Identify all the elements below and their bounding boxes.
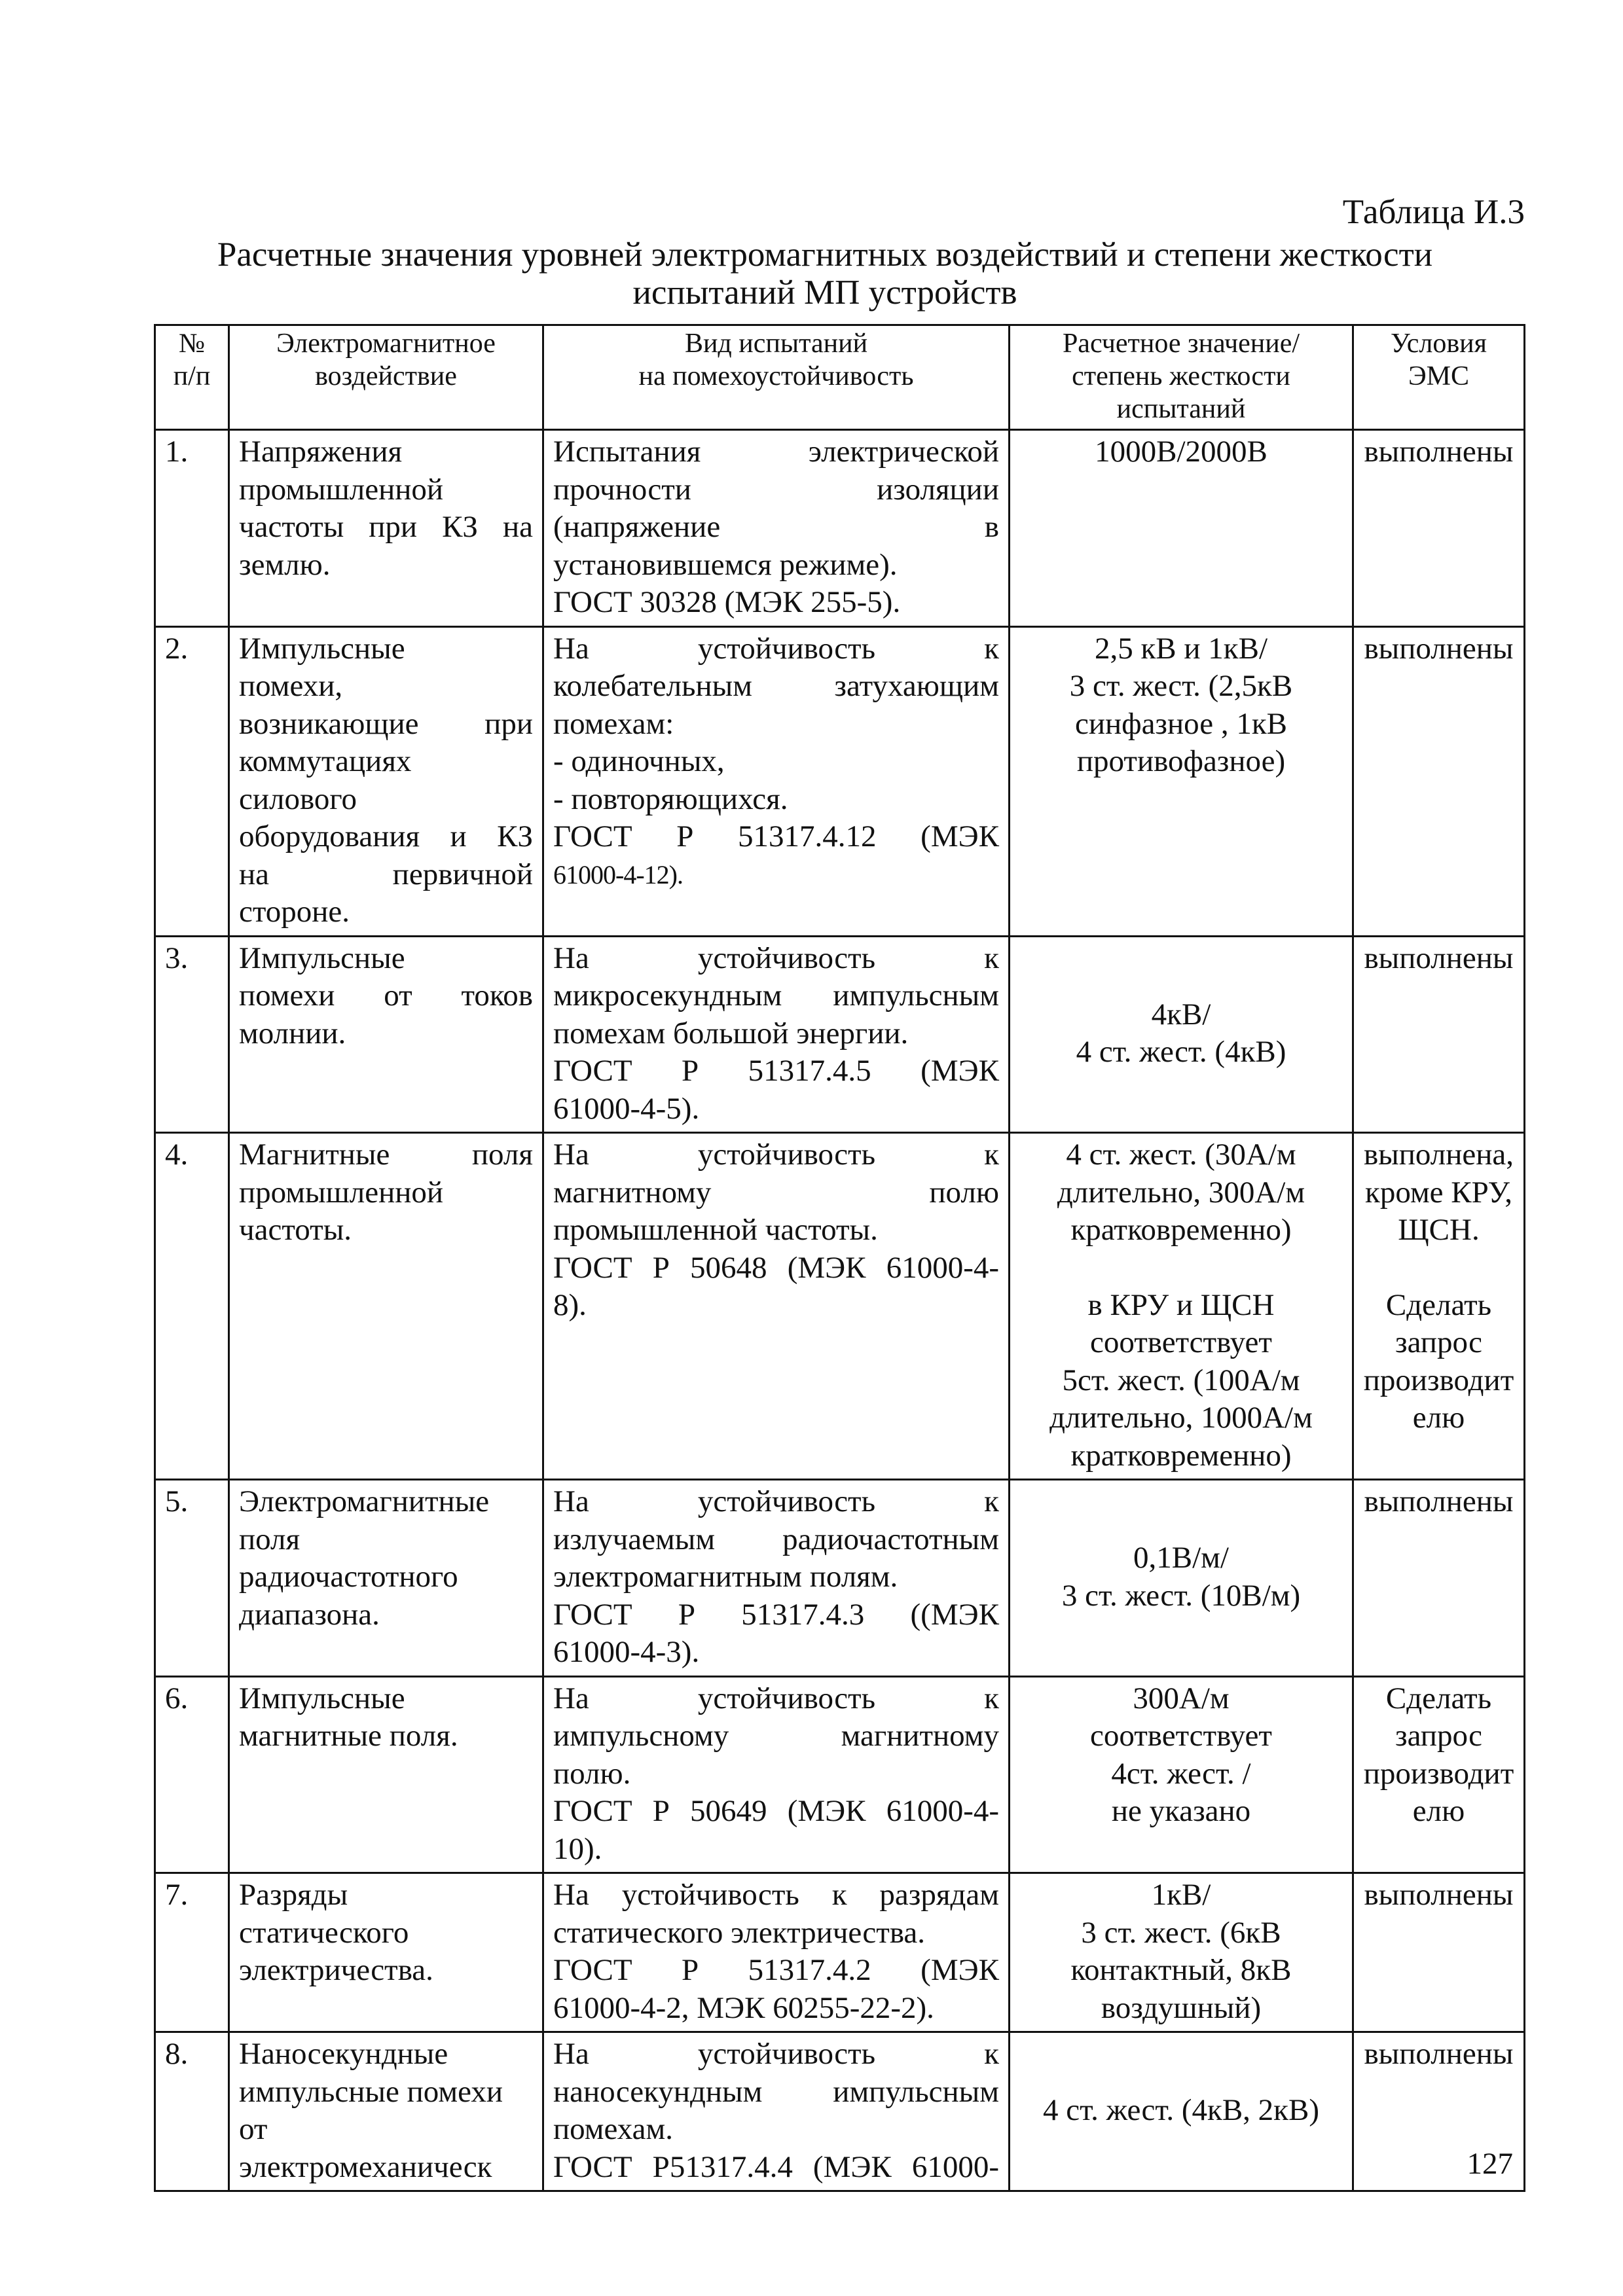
effect-cell [229,430,543,627]
effect-line: коммутациях [239,744,412,778]
test-line: помехам большой энергии. [553,1016,909,1050]
effect-cell [229,1133,543,1480]
test-line: (напряжение в [553,510,999,544]
effect-line: радиочастотного [239,1560,458,1594]
conditions-cell [1353,1676,1525,1873]
conditions-line: елю [1412,1401,1465,1435]
conditions-line: ЩСН. [1398,1213,1480,1247]
value-cell [1010,1873,1353,2032]
test-line: ГОСТ Р51317.4.4 (МЭК 61000- [553,2149,999,2184]
row-number-cell: 8. [155,2032,229,2191]
test-line: ГОСТ Р 51317.4.12 (МЭК [553,819,999,853]
header-num: № п/п [155,325,229,430]
test-line: магнитному полю [553,1175,999,1210]
value-line: кратковременно) [1070,1213,1292,1247]
test-cell [543,1480,1010,1677]
row-number-cell: 4. [155,1133,229,1480]
effect-cell [229,1873,543,2032]
conditions-cell [1353,1133,1525,1480]
conditions-line: запрос [1395,1719,1482,1753]
value-line: 1000В/2000В [1095,435,1267,469]
value-line: 2,5 кВ и 1кВ/ [1094,631,1268,666]
test-line: 10). [553,1831,602,1866]
test-line: наносекундным импульсным [553,2074,999,2109]
value-line: 4кВ/ [1151,997,1211,1031]
test-cell [543,1133,1010,1480]
effect-line: Наносекундные [239,2037,448,2071]
test-line: колебательным затухающим [553,669,999,703]
test-line: 61000-4-2, МЭК 60255-22-2). [553,1990,934,2025]
test-line: установившемся режиме). [553,547,898,582]
table-header-row [155,325,1525,430]
test-line: На устойчивость к [553,1484,999,1518]
header-value: Расчетное значение/ степень жесткости испытаний [1010,325,1353,430]
effect-line: силового [239,781,357,816]
value-line: 3 ст. жест. (10В/м) [1061,1578,1301,1613]
effect-cell [229,1480,543,1677]
effect-line: Импульсные [239,1681,405,1715]
effect-line: промышленной [239,1175,444,1210]
effect-line: промышленной [239,472,444,507]
effect-cell [229,1676,543,1873]
effect-line: Напряжения [239,435,403,469]
conditions-line: выполнена, [1363,1138,1514,1172]
conditions-line: производит [1363,1756,1514,1791]
caption-line: Расчетные значения уровней электромагнитных воздействий и степени жесткости [217,236,1433,274]
effect-line: на первичной [239,857,533,891]
test-line: 8). [553,1288,587,1322]
table-row [155,1480,1525,1677]
table-row [155,936,1525,1133]
test-cell [543,1676,1010,1873]
caption-line: испытаний МП устройств [632,274,1017,312]
test-line: На устойчивость к [553,1138,999,1172]
table-row [155,430,1525,627]
effect-cell [229,2032,543,2191]
value-line: 300А/м [1133,1681,1230,1715]
effect-line: молнии. [239,1016,346,1050]
effect-line: поля [239,1522,301,1556]
test-cell [543,1873,1010,2032]
value-line: 3 ст. жест. (6кВ [1081,1915,1281,1950]
effect-line: электричества. [239,1953,433,1987]
effect-line: импульсные помехи [239,2074,503,2109]
value-cell [1010,2032,1353,2191]
value-line: соответствует [1090,1325,1272,1359]
value-line: в КРУ и ЩСН [1087,1287,1275,1322]
value-line: 4 ст. жест. (30А/м [1066,1138,1296,1172]
conditions-line: выполнены [1364,1484,1514,1518]
conditions-line: выполнены [1364,1878,1514,1912]
effect-line: электромеханическ [239,2149,492,2184]
test-line: полю. [553,1756,631,1791]
value-line: соответствует [1090,1719,1272,1753]
effect-line: помехи от токов [239,978,533,1013]
test-line: помехам. [553,2112,673,2146]
conditions-cell [1353,1873,1525,2032]
conditions-line: запрос [1395,1325,1482,1359]
row-number-cell: 2. [155,626,229,936]
effect-cell [229,936,543,1133]
value-line: длительно, 1000А/м [1049,1401,1313,1435]
value-line: 4 ст. жест. (4кВ, 2кВ) [1042,2093,1320,2128]
test-line: прочности изоляции [553,472,999,507]
value-cell [1010,430,1353,627]
effect-line: от [239,2112,268,2146]
test-line: импульсному магнитному [553,1719,999,1753]
row-number-cell: 7. [155,1873,229,2032]
effect-line: помехи, [239,669,343,703]
row-number-cell: 1. [155,430,229,627]
header-test: Вид испытаний на помехоустойчивость [543,325,1010,430]
value-cell [1010,1676,1353,1873]
conditions-line: выполнены [1364,631,1514,666]
test-line: 61000-4-5). [553,1091,700,1126]
test-line: электромагнитным полям. [553,1560,898,1594]
test-line: ГОСТ Р 51317.4.5 (МЭК [553,1054,999,1088]
conditions-line: выполнены [1364,435,1514,469]
table-caption [131,236,1519,312]
test-line: излучаемым радиочастотным [553,1522,999,1556]
value-line: не указано [1111,1794,1251,1828]
conditions-cell [1353,430,1525,627]
value-line: 4 ст. жест. (4кВ) [1076,1035,1286,1069]
row-number-cell: 5. [155,1480,229,1677]
test-line: На устойчивость к [553,1681,999,1715]
conditions-line [1363,1249,1514,1287]
table-row [155,626,1525,936]
effect-line: оборудования и КЗ [239,819,533,853]
effect-line: стороне. [239,895,350,929]
effect-line: частоты. [239,1213,352,1247]
value-cell [1010,936,1353,1133]
test-line: - одиночных, [553,744,725,778]
test-cell [543,2032,1010,2191]
test-line: - повторяющихся. [553,781,788,816]
conditions-cell [1353,936,1525,1133]
table-row [155,1873,1525,2032]
test-line: На устойчивость к [553,631,999,666]
value-line: противофазное) [1076,744,1286,778]
effect-line: частоты при КЗ на [239,510,533,544]
value-line: кратковременно) [1070,1438,1292,1473]
test-line: 61000-4-3). [553,1635,700,1669]
test-cell [543,936,1010,1133]
table-row [155,2032,1525,2191]
effect-line: магнитные поля. [239,1719,458,1753]
test-cell [543,430,1010,627]
row-number-cell: 6. [155,1676,229,1873]
table-number: Таблица И.3 [1342,193,1525,231]
value-cell [1010,1133,1353,1480]
test-line: На устойчивость к [553,2037,999,2071]
test-cell [543,626,1010,936]
value-line [1019,1249,1343,1287]
emc-table [154,324,1525,2192]
test-line: помехам: [553,706,674,741]
effect-line: статического [239,1915,409,1950]
test-line: статического электричества. [553,1915,926,1950]
value-cell [1010,626,1353,936]
test-line: 61000-4-12). [553,859,683,889]
conditions-line: выполнены [1364,941,1514,975]
effect-line: землю. [239,547,331,582]
page-number: 127 [1467,2147,1513,2181]
test-line: промышленной частоты. [553,1213,878,1247]
conditions-cell [1353,626,1525,936]
conditions-line: выполнены [1364,2037,1514,2071]
value-line: 4ст. жест. / [1111,1756,1251,1791]
test-line: ГОСТ Р 51317.4.3 ((МЭК [553,1597,999,1632]
effect-line: Импульсные [239,631,405,666]
value-line: 1кВ/ [1151,1878,1211,1912]
conditions-line: производит [1363,1363,1514,1397]
effect-line: Импульсные [239,941,405,975]
header-conditions: Условия ЭМС [1353,325,1525,430]
test-line: ГОСТ Р 50649 (МЭК 61000-4- [553,1794,999,1828]
test-line: ГОСТ 30328 (МЭК 255-5). [553,585,901,619]
conditions-line: Сделать [1385,1287,1492,1322]
test-line: На устойчивость к разрядам [553,1878,999,1912]
value-line: 0,1В/м/ [1133,1541,1229,1575]
test-line: ГОСТ Р 50648 (МЭК 61000-4- [553,1250,999,1285]
value-line: синфазное , 1кВ [1074,706,1288,741]
effect-line: диапазона. [239,1597,380,1632]
table-row [155,1133,1525,1480]
test-line: Испытания электрической [553,435,999,469]
effect-line: Магнитные поля [239,1138,533,1172]
test-line: микросекундным импульсным [553,978,999,1013]
table-row [155,1676,1525,1873]
effect-line: Разряды [239,1878,348,1912]
test-line: ГОСТ Р 51317.4.2 (МЭК [553,1953,999,1987]
conditions-line: кроме КРУ, [1365,1175,1512,1210]
effect-cell [229,626,543,936]
effect-line: возникающие при [239,706,533,741]
value-line: контактный, 8кВ [1070,1953,1292,1987]
conditions-line: елю [1412,1794,1465,1828]
conditions-cell [1353,1480,1525,1677]
effect-line: Электромагнитные [239,1484,490,1518]
row-number-cell: 3. [155,936,229,1133]
conditions-line: Сделать [1385,1681,1492,1715]
value-line: длительно, 300А/м [1057,1175,1305,1210]
value-line: 3 ст. жест. (2,5кВ [1069,669,1293,703]
value-cell [1010,1480,1353,1677]
header-effect: Электромагнитное воздействие [229,325,543,430]
test-line: На устойчивость к [553,941,999,975]
value-line: воздушный) [1101,1990,1262,2025]
value-line: 5ст. жест. (100А/м [1062,1363,1300,1397]
